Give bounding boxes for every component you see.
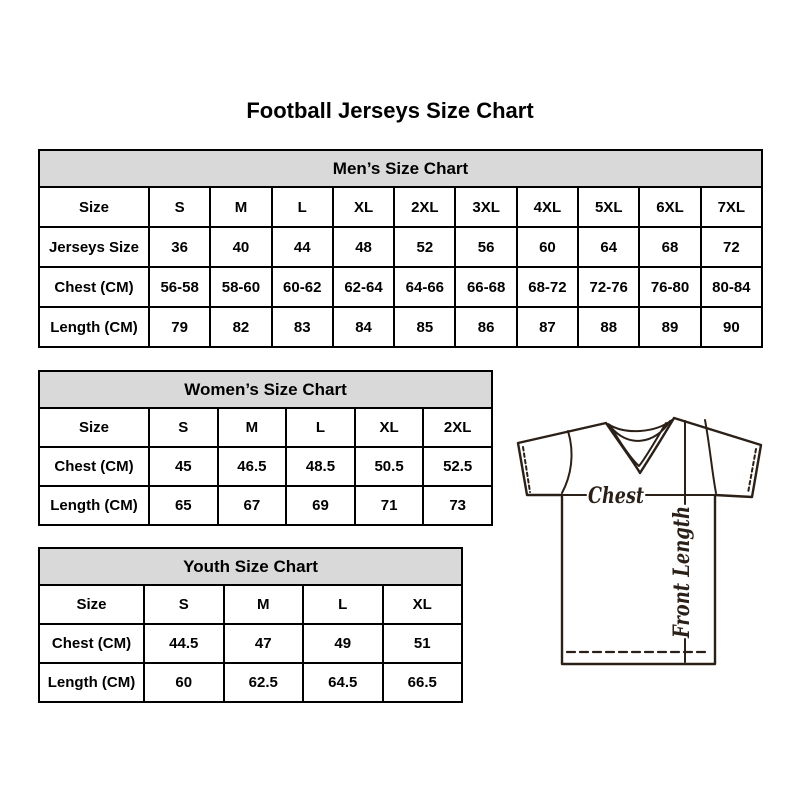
row-label-cell: Size (39, 408, 149, 447)
value-cell: 40 (210, 227, 271, 267)
size-column-header: 7XL (701, 187, 762, 227)
size-column-header: XL (333, 187, 394, 227)
value-cell: 46.5 (218, 447, 287, 486)
value-cell: 64-66 (394, 267, 455, 307)
value-cell: 44.5 (144, 624, 224, 663)
value-cell: 52 (394, 227, 455, 267)
value-cell: 65 (149, 486, 218, 525)
size-column-header: S (149, 187, 210, 227)
value-cell: 82 (210, 307, 271, 347)
value-cell: 86 (455, 307, 516, 347)
value-cell: 45 (149, 447, 218, 486)
jersey-measurement-diagram (500, 402, 772, 674)
value-cell: 64.5 (303, 663, 383, 702)
row-label-cell: Length (CM) (39, 307, 149, 347)
value-cell: 64 (578, 227, 639, 267)
front-length-label: Front Length (669, 475, 695, 638)
value-cell: 62.5 (224, 663, 304, 702)
jersey-outline (518, 418, 761, 664)
value-cell: 56 (455, 227, 516, 267)
size-column-header: L (303, 585, 383, 624)
size-column-header: S (149, 408, 218, 447)
value-cell: 36 (149, 227, 210, 267)
value-cell: 44 (272, 227, 333, 267)
table-title: Women’s Size Chart (39, 371, 492, 408)
value-cell: 68 (639, 227, 700, 267)
size-column-header: L (272, 187, 333, 227)
value-cell: 58-60 (210, 267, 271, 307)
row-label-cell: Length (CM) (39, 486, 149, 525)
size-column-header: 6XL (639, 187, 700, 227)
value-cell: 71 (355, 486, 424, 525)
row-label-cell: Chest (CM) (39, 447, 149, 486)
value-cell: 48.5 (286, 447, 355, 486)
value-cell: 68-72 (517, 267, 578, 307)
chest-label: Chest (588, 483, 644, 509)
table-title: Youth Size Chart (39, 548, 462, 585)
size-column-header: 2XL (394, 187, 455, 227)
value-cell: 66-68 (455, 267, 516, 307)
size-column-header: S (144, 585, 224, 624)
value-cell: 83 (272, 307, 333, 347)
row-label-cell: Length (CM) (39, 663, 144, 702)
value-cell: 88 (578, 307, 639, 347)
mens-size-table (38, 149, 763, 348)
value-cell: 84 (333, 307, 394, 347)
value-cell: 69 (286, 486, 355, 525)
value-cell: 56-58 (149, 267, 210, 307)
value-cell: 62-64 (333, 267, 394, 307)
value-cell: 66.5 (383, 663, 463, 702)
youth-size-table (38, 547, 463, 703)
value-cell: 90 (701, 307, 762, 347)
value-cell: 60-62 (272, 267, 333, 307)
value-cell: 50.5 (355, 447, 424, 486)
value-cell: 79 (149, 307, 210, 347)
size-column-header: XL (383, 585, 463, 624)
value-cell: 72 (701, 227, 762, 267)
size-column-header: M (224, 585, 304, 624)
value-cell: 51 (383, 624, 463, 663)
value-cell: 52.5 (423, 447, 492, 486)
value-cell: 60 (517, 227, 578, 267)
value-cell: 60 (144, 663, 224, 702)
left-sleeve-seam (562, 431, 572, 493)
size-column-header: 3XL (455, 187, 516, 227)
size-column-header: 5XL (578, 187, 639, 227)
value-cell: 87 (517, 307, 578, 347)
row-label-cell: Size (39, 187, 149, 227)
value-cell: 80-84 (701, 267, 762, 307)
value-cell: 72-76 (578, 267, 639, 307)
value-cell: 76-80 (639, 267, 700, 307)
value-cell: 47 (224, 624, 304, 663)
womens-size-table (38, 370, 493, 526)
size-column-header: XL (355, 408, 424, 447)
value-cell: 67 (218, 486, 287, 525)
row-label-cell: Chest (CM) (39, 267, 149, 307)
size-column-header: 4XL (517, 187, 578, 227)
size-column-header: M (218, 408, 287, 447)
value-cell: 73 (423, 486, 492, 525)
value-cell: 49 (303, 624, 383, 663)
size-column-header: M (210, 187, 271, 227)
page-title: Football Jerseys Size Chart (246, 98, 534, 123)
value-cell: 48 (333, 227, 394, 267)
table-title: Men’s Size Chart (39, 150, 762, 187)
row-label-cell: Chest (CM) (39, 624, 144, 663)
value-cell: 89 (639, 307, 700, 347)
size-column-header: L (286, 408, 355, 447)
value-cell: 85 (394, 307, 455, 347)
row-label-cell: Size (39, 585, 144, 624)
row-label-cell: Jerseys Size (39, 227, 149, 267)
size-column-header: 2XL (423, 408, 492, 447)
